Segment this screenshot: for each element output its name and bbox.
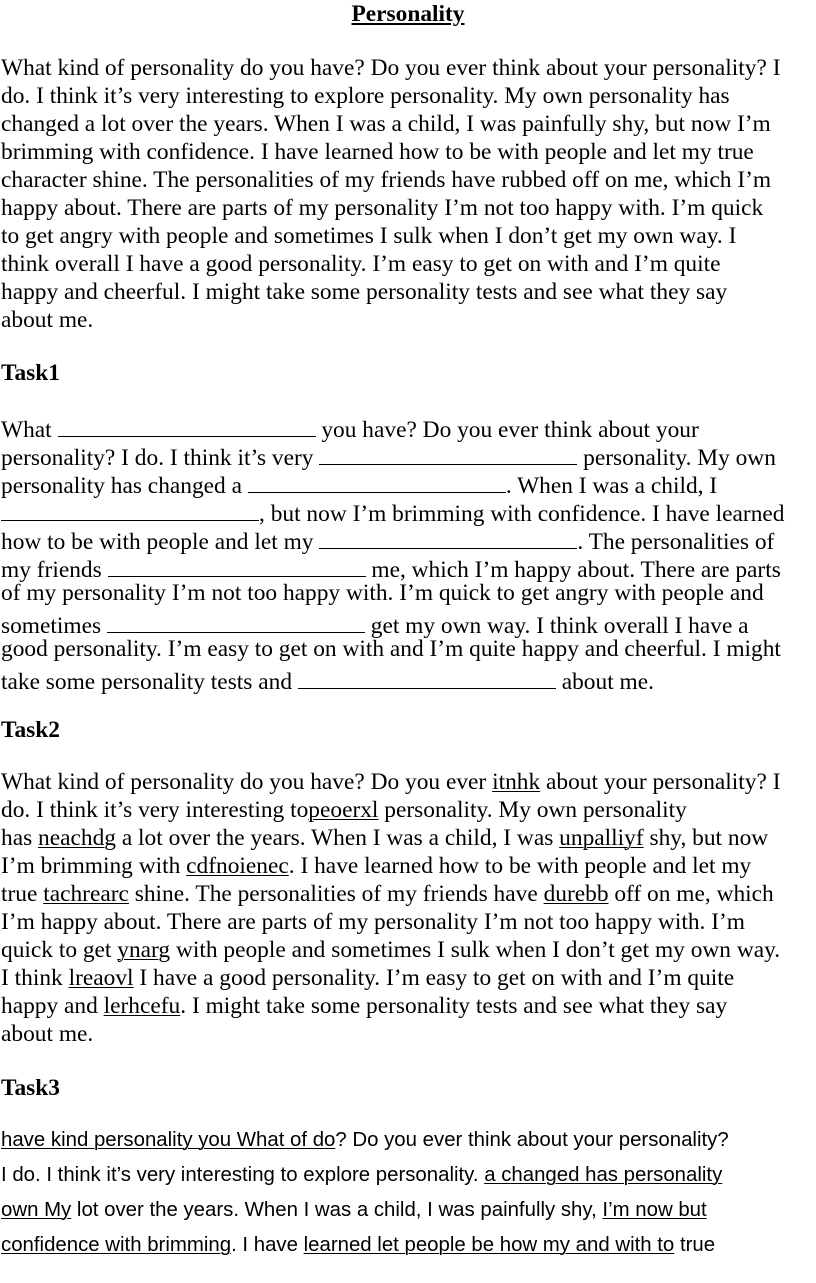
task2-line [1,995,727,1018]
jumbled-phrase: have kind personality you What of do [1,1129,336,1151]
task2-text: I have a good personality. I’m easy to get on with and I’m quite [133,965,735,991]
task2-text: shine. The personalities of my friends have [128,881,544,907]
task3-line [1,1200,707,1220]
task3-text: ? Do you ever think about your personality? [335,1129,729,1151]
jumbled-phrase: I’m now but [602,1199,707,1221]
task3-line [1,1130,729,1150]
task2-text: has [1,825,39,851]
task2-text: What kind of personality do you have? Do you ever [1,769,493,795]
task2-line [1,967,734,990]
task1-line [1,526,774,555]
task3-text: . I have [231,1234,304,1256]
task2-text: . I have learned how to be with people and let my [288,853,752,879]
answer-blank[interactable] [107,610,365,633]
task1-line [1,666,654,695]
scrambled-word: lerhcefu [103,993,181,1019]
task1-text: take some personality tests and [1,669,298,696]
task1-line [1,442,776,471]
task2-line: I’m happy about. There are parts of my personality I’m not too happy with. I’m [1,909,745,935]
answer-blank[interactable] [319,526,577,549]
task2-line [1,799,687,822]
task1-text: . The personalities of [577,529,775,556]
scrambled-word: itnhk [492,769,541,795]
task2-text: about your personality? I [540,769,781,795]
passage-line: happy about. There are parts of my personality I’m not too happy with. I’m quick [1,195,764,221]
task3-heading: Task3 [1,1075,60,1101]
task1-text: personality has changed a [1,473,248,500]
task3-line [1,1165,722,1185]
page-title: Personality [351,1,465,27]
passage-line: to get angry with people and sometimes I sulk when I don’t get my own way. I [1,223,737,249]
passage-line: brimming with confidence. I have learned how to be with people and let my true [1,139,754,165]
task1-heading: Task1 [1,360,60,386]
scrambled-word: unpalliyf [559,825,644,851]
scrambled-word: durebb [543,881,609,907]
task3-text: true [674,1234,716,1256]
task3-line [1,1235,715,1255]
task1-text: What [1,417,58,444]
task2-text: off on me, which [608,881,774,907]
answer-blank[interactable] [319,442,577,465]
task1-text: get my own way. I think overall I have a [364,613,749,640]
passage-line: do. I think it’s very interesting to explore personality. My own personality has [1,83,730,109]
scrambled-word: cdfnoienec [186,853,289,879]
scrambled-word: tachrearc [43,881,129,907]
answer-blank[interactable] [298,666,556,689]
task1-text: about me. [555,669,654,696]
passage-line: What kind of personality do you have? Do you ever think about your personality? I [1,55,781,81]
jumbled-phrase: own My [1,1199,72,1221]
task1-text: me, which I’m happy about. There are parts [365,557,781,584]
passage-line: about me. [1,307,94,333]
jumbled-phrase: confidence with brimming [1,1234,232,1256]
answer-blank[interactable] [248,470,506,493]
passage-line: character shine. The personalities of my friends have rubbed off on me, which I’m [1,167,772,193]
task2-text: with people and sometimes I sulk when I don’t get my own way. [170,937,781,963]
task2-text: shy, but now [643,825,769,851]
task1-line: good personality. I’m easy to get on with and I’m quite happy and cheerful. I might [1,636,781,662]
task2-text: personality. My own personality [378,797,687,823]
scrambled-word: neachdg [38,825,116,851]
answer-blank[interactable] [58,414,316,437]
task2-text: . I might take some personality tests and see what they say [180,993,728,1019]
task1-text: my friends [1,557,108,584]
task2-line [1,771,781,794]
task2-text: quick to get [1,937,118,963]
task1-text: you have? Do you ever think about your [315,417,699,444]
task1-line [1,554,781,583]
task3-text: I do. I think it’s very interesting to explore personality. [1,1164,485,1186]
jumbled-phrase: learned let people be how my and with to [303,1234,675,1256]
task2-heading: Task2 [1,717,60,743]
passage-line: think overall I have a good personality. I’m easy to get on with and I’m quite [1,251,721,277]
scrambled-word: lreaovl [68,965,134,991]
task2-text: I’m brimming with [1,853,187,879]
task1-text: . When I was a child, I [505,473,718,500]
task2-text: I think [1,965,69,991]
answer-blank[interactable] [108,554,366,577]
task1-line [1,414,699,443]
task1-text: , but now I’m brimming with confidence. I have learned [259,501,785,528]
passage-line: changed a lot over the years. When I was a child, I was painfully shy, but now I’m [1,111,771,137]
task2-text: do. I think it’s very interesting to [1,797,309,823]
task1-text: personality. My own [577,445,776,472]
task2-line: about me. [1,1021,94,1047]
task2-text: happy and [1,993,104,1019]
task1-line: of my personality I’m not too happy with. I’m quick to get angry with people and [1,580,764,606]
task2-text: a lot over the years. When I was a child, I was [115,825,560,851]
task2-text: true [1,881,44,907]
answer-blank[interactable] [1,498,259,521]
task1-text: how to be with people and let my [1,529,320,556]
task1-line [1,498,784,527]
task1-line [1,470,717,499]
task2-line [1,939,780,962]
passage-line: happy and cheerful. I might take some personality tests and see what they say [1,279,728,305]
task1-text: personality? I do. I think it’s very [1,445,320,472]
task2-line [1,883,774,906]
task1-line [1,610,749,639]
task1-text: sometimes [1,613,107,640]
scrambled-word: ynarg [117,937,171,963]
task2-line [1,855,751,878]
scrambled-word: peoerxl [308,797,379,823]
task2-line [1,827,768,850]
task3-text: lot over the years. When I was a child, I was painfully shy, [71,1199,603,1221]
jumbled-phrase: a changed has personality [484,1164,723,1186]
